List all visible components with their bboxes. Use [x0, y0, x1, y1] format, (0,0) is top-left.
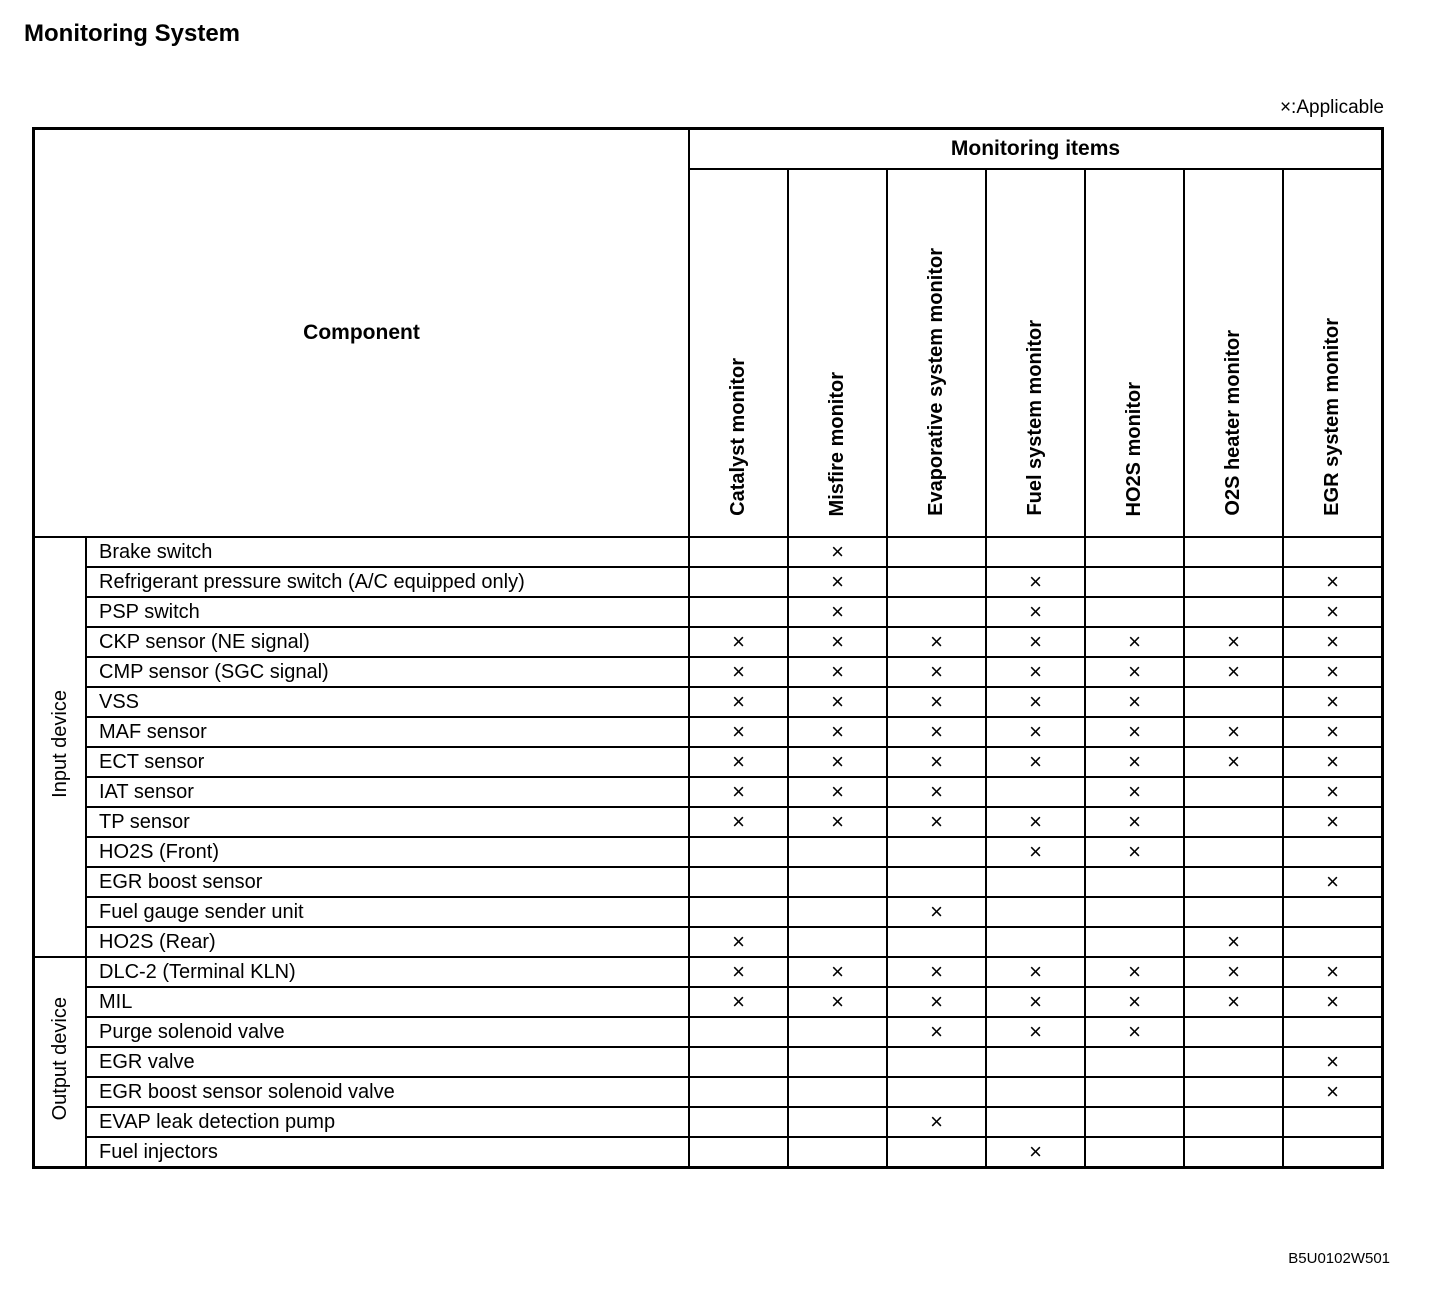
monitor-header-label: HO2S monitor [1123, 381, 1145, 516]
component-name: VSS [86, 687, 689, 717]
empty-cell [689, 837, 788, 867]
empty-cell [689, 1017, 788, 1047]
monitor-header-label: EGR system monitor [1321, 318, 1343, 516]
applicable-mark: × [887, 657, 986, 687]
applicable-mark: × [689, 747, 788, 777]
monitor-header-label: Evaporative system monitor [925, 248, 947, 516]
group-label: Input device [48, 690, 71, 798]
component-name: TP sensor [86, 807, 689, 837]
applicable-mark: × [887, 717, 986, 747]
applicable-mark: × [1283, 657, 1383, 687]
table-row [34, 747, 1383, 777]
table-row [34, 1077, 1383, 1107]
applicable-mark: × [689, 927, 788, 957]
applicable-mark: × [986, 627, 1085, 657]
legend: ×:Applicable [1279, 97, 1384, 118]
applicable-mark: × [689, 957, 788, 987]
applicable-mark: × [1184, 987, 1283, 1017]
empty-cell [1184, 687, 1283, 717]
monitor-header [788, 169, 887, 537]
applicable-mark: × [788, 537, 887, 567]
empty-cell [1184, 867, 1283, 897]
empty-cell [887, 1137, 986, 1168]
table-row [34, 897, 1383, 927]
applicable-mark: × [788, 687, 887, 717]
empty-cell [788, 1077, 887, 1107]
applicable-mark: × [1283, 747, 1383, 777]
applicable-mark: × [788, 657, 887, 687]
empty-cell [1085, 597, 1184, 627]
table-row [34, 777, 1383, 807]
table-row [34, 657, 1383, 687]
applicable-mark: × [788, 747, 887, 777]
monitor-header [1184, 169, 1283, 537]
applicable-mark: × [1085, 717, 1184, 747]
empty-cell [1184, 567, 1283, 597]
applicable-mark: × [986, 807, 1085, 837]
applicable-mark: × [1283, 777, 1383, 807]
empty-cell [1283, 927, 1383, 957]
table-row [34, 987, 1383, 1017]
component-name: Fuel gauge sender unit [86, 897, 689, 927]
applicable-mark: × [1283, 867, 1383, 897]
monitor-header-label: O2S heater monitor [1222, 330, 1244, 516]
applicable-mark: × [788, 957, 887, 987]
empty-cell [1184, 897, 1283, 927]
applicable-mark: × [689, 687, 788, 717]
applicable-mark: × [788, 777, 887, 807]
applicable-mark: × [1085, 627, 1184, 657]
empty-cell [986, 1077, 1085, 1107]
applicable-mark: × [887, 957, 986, 987]
monitor-header [689, 169, 788, 537]
component-name: ECT sensor [86, 747, 689, 777]
table-row [34, 1047, 1383, 1077]
applicable-mark: × [788, 627, 887, 657]
empty-cell [887, 1047, 986, 1077]
table-row [34, 867, 1383, 897]
applicable-mark: × [1184, 717, 1283, 747]
component-name: Refrigerant pressure switch (A/C equipped only) [86, 567, 689, 597]
applicable-mark: × [1184, 927, 1283, 957]
applicable-mark: × [689, 807, 788, 837]
empty-cell [1085, 927, 1184, 957]
component-name: PSP switch [86, 597, 689, 627]
empty-cell [1085, 1077, 1184, 1107]
empty-cell [1283, 537, 1383, 567]
table-row [34, 1107, 1383, 1137]
component-name: MAF sensor [86, 717, 689, 747]
applicable-mark: × [887, 1107, 986, 1137]
empty-cell [1184, 1077, 1283, 1107]
applicable-mark: × [1184, 657, 1283, 687]
empty-cell [1085, 897, 1184, 927]
component-name: Purge solenoid valve [86, 1017, 689, 1047]
applicable-mark: × [1085, 687, 1184, 717]
monitoring-table [32, 127, 1384, 1169]
applicable-mark: × [1085, 777, 1184, 807]
component-name: EGR boost sensor solenoid valve [86, 1077, 689, 1107]
applicable-mark: × [986, 657, 1085, 687]
applicable-mark: × [887, 987, 986, 1017]
empty-cell [1283, 837, 1383, 867]
applicable-mark: × [1283, 957, 1383, 987]
empty-cell [1184, 777, 1283, 807]
empty-cell [986, 867, 1085, 897]
applicable-mark: × [986, 987, 1085, 1017]
empty-cell [788, 1107, 887, 1137]
empty-cell [1085, 537, 1184, 567]
applicable-mark: × [1283, 627, 1383, 657]
applicable-mark: × [1283, 687, 1383, 717]
empty-cell [689, 537, 788, 567]
empty-cell [689, 1107, 788, 1137]
applicable-mark: × [1283, 987, 1383, 1017]
monitor-header-label: Catalyst monitor [727, 358, 749, 516]
table-row [34, 687, 1383, 717]
applicable-mark: × [887, 747, 986, 777]
applicable-mark: × [986, 567, 1085, 597]
monitor-header [986, 169, 1085, 537]
table-row [34, 927, 1383, 957]
empty-cell [986, 927, 1085, 957]
empty-cell [887, 927, 986, 957]
applicable-mark: × [887, 807, 986, 837]
empty-cell [788, 1017, 887, 1047]
empty-cell [1085, 1047, 1184, 1077]
table-row [34, 537, 1383, 567]
empty-cell [1085, 567, 1184, 597]
applicable-mark: × [689, 777, 788, 807]
applicable-mark: × [788, 807, 887, 837]
table-row [34, 807, 1383, 837]
empty-cell [689, 867, 788, 897]
applicable-mark: × [1283, 1077, 1383, 1107]
applicable-mark: × [1283, 597, 1383, 627]
applicable-mark: × [986, 1137, 1085, 1168]
empty-cell [1184, 807, 1283, 837]
applicable-mark: × [1085, 957, 1184, 987]
applicable-mark: × [788, 717, 887, 747]
monitor-header [1283, 169, 1383, 537]
component-name: HO2S (Rear) [86, 927, 689, 957]
empty-cell [788, 867, 887, 897]
empty-cell [986, 1047, 1085, 1077]
empty-cell [689, 567, 788, 597]
component-name: Brake switch [86, 537, 689, 567]
monitor-header-label: Fuel system monitor [1024, 320, 1046, 516]
applicable-mark: × [689, 657, 788, 687]
table-row [34, 627, 1383, 657]
figure-code: B5U0102W501 [1288, 1250, 1390, 1267]
empty-cell [887, 1077, 986, 1107]
empty-cell [788, 1137, 887, 1168]
empty-cell [1283, 897, 1383, 927]
applicable-mark: × [887, 687, 986, 717]
monitor-header [1085, 169, 1184, 537]
applicable-mark: × [689, 717, 788, 747]
applicable-mark: × [986, 837, 1085, 867]
table-row [34, 567, 1383, 597]
component-name: CMP sensor (SGC signal) [86, 657, 689, 687]
table-row [34, 597, 1383, 627]
table-row [34, 957, 1383, 987]
empty-cell [689, 1137, 788, 1168]
empty-cell [1184, 597, 1283, 627]
monitor-header-label: Misfire monitor [826, 371, 848, 516]
empty-cell [887, 567, 986, 597]
component-name: CKP sensor (NE signal) [86, 627, 689, 657]
empty-cell [1184, 1047, 1283, 1077]
empty-cell [788, 897, 887, 927]
applicable-mark: × [788, 987, 887, 1017]
component-name: IAT sensor [86, 777, 689, 807]
applicable-mark: × [1184, 957, 1283, 987]
applicable-mark: × [788, 567, 887, 597]
empty-cell [788, 1047, 887, 1077]
empty-cell [1184, 1107, 1283, 1137]
applicable-mark: × [1085, 837, 1184, 867]
empty-cell [986, 777, 1085, 807]
empty-cell [986, 1107, 1085, 1137]
empty-cell [1283, 1107, 1383, 1137]
applicable-mark: × [986, 597, 1085, 627]
applicable-mark: × [986, 957, 1085, 987]
page-title: Monitoring System [24, 20, 241, 47]
table-row [34, 837, 1383, 867]
applicable-mark: × [887, 777, 986, 807]
applicable-mark: × [887, 627, 986, 657]
table-row [34, 717, 1383, 747]
group-cell [34, 537, 87, 957]
applicable-mark: × [1085, 1017, 1184, 1047]
monitoring-items-header: Monitoring items [689, 129, 1383, 170]
component-name: EVAP leak detection pump [86, 1107, 689, 1137]
group-label: Output device [48, 997, 71, 1121]
applicable-mark: × [1184, 627, 1283, 657]
component-name: Fuel injectors [86, 1137, 689, 1168]
table-row [34, 1137, 1383, 1168]
empty-cell [689, 897, 788, 927]
applicable-mark: × [1085, 657, 1184, 687]
applicable-mark: × [1283, 807, 1383, 837]
empty-cell [689, 597, 788, 627]
empty-cell [1184, 537, 1283, 567]
group-cell [34, 957, 87, 1168]
applicable-mark: × [1184, 747, 1283, 777]
component-name: MIL [86, 987, 689, 1017]
applicable-mark: × [689, 627, 788, 657]
empty-cell [887, 537, 986, 567]
applicable-mark: × [788, 597, 887, 627]
empty-cell [689, 1077, 788, 1107]
applicable-mark: × [1085, 747, 1184, 777]
applicable-mark: × [986, 717, 1085, 747]
empty-cell [788, 837, 887, 867]
applicable-mark: × [986, 687, 1085, 717]
empty-cell [887, 597, 986, 627]
component-name: EGR valve [86, 1047, 689, 1077]
table-row [34, 1017, 1383, 1047]
empty-cell [1283, 1137, 1383, 1168]
applicable-mark: × [887, 897, 986, 927]
applicable-mark: × [1283, 717, 1383, 747]
applicable-mark: × [1085, 807, 1184, 837]
applicable-mark: × [689, 987, 788, 1017]
empty-cell [788, 927, 887, 957]
applicable-mark: × [1283, 567, 1383, 597]
empty-cell [887, 837, 986, 867]
applicable-mark: × [887, 1017, 986, 1047]
applicable-mark: × [986, 747, 1085, 777]
empty-cell [1085, 1107, 1184, 1137]
empty-cell [1184, 1017, 1283, 1047]
applicable-mark: × [986, 1017, 1085, 1047]
empty-cell [986, 537, 1085, 567]
empty-cell [1283, 1017, 1383, 1047]
empty-cell [1184, 837, 1283, 867]
empty-cell [887, 867, 986, 897]
empty-cell [689, 1047, 788, 1077]
monitor-header [887, 169, 986, 537]
component-name: EGR boost sensor [86, 867, 689, 897]
component-name: HO2S (Front) [86, 837, 689, 867]
applicable-mark: × [1085, 987, 1184, 1017]
empty-cell [1184, 1137, 1283, 1168]
empty-cell [986, 897, 1085, 927]
component-header: Component [34, 129, 690, 538]
component-name: DLC-2 (Terminal KLN) [86, 957, 689, 987]
applicable-mark: × [1283, 1047, 1383, 1077]
empty-cell [1085, 867, 1184, 897]
empty-cell [1085, 1137, 1184, 1168]
